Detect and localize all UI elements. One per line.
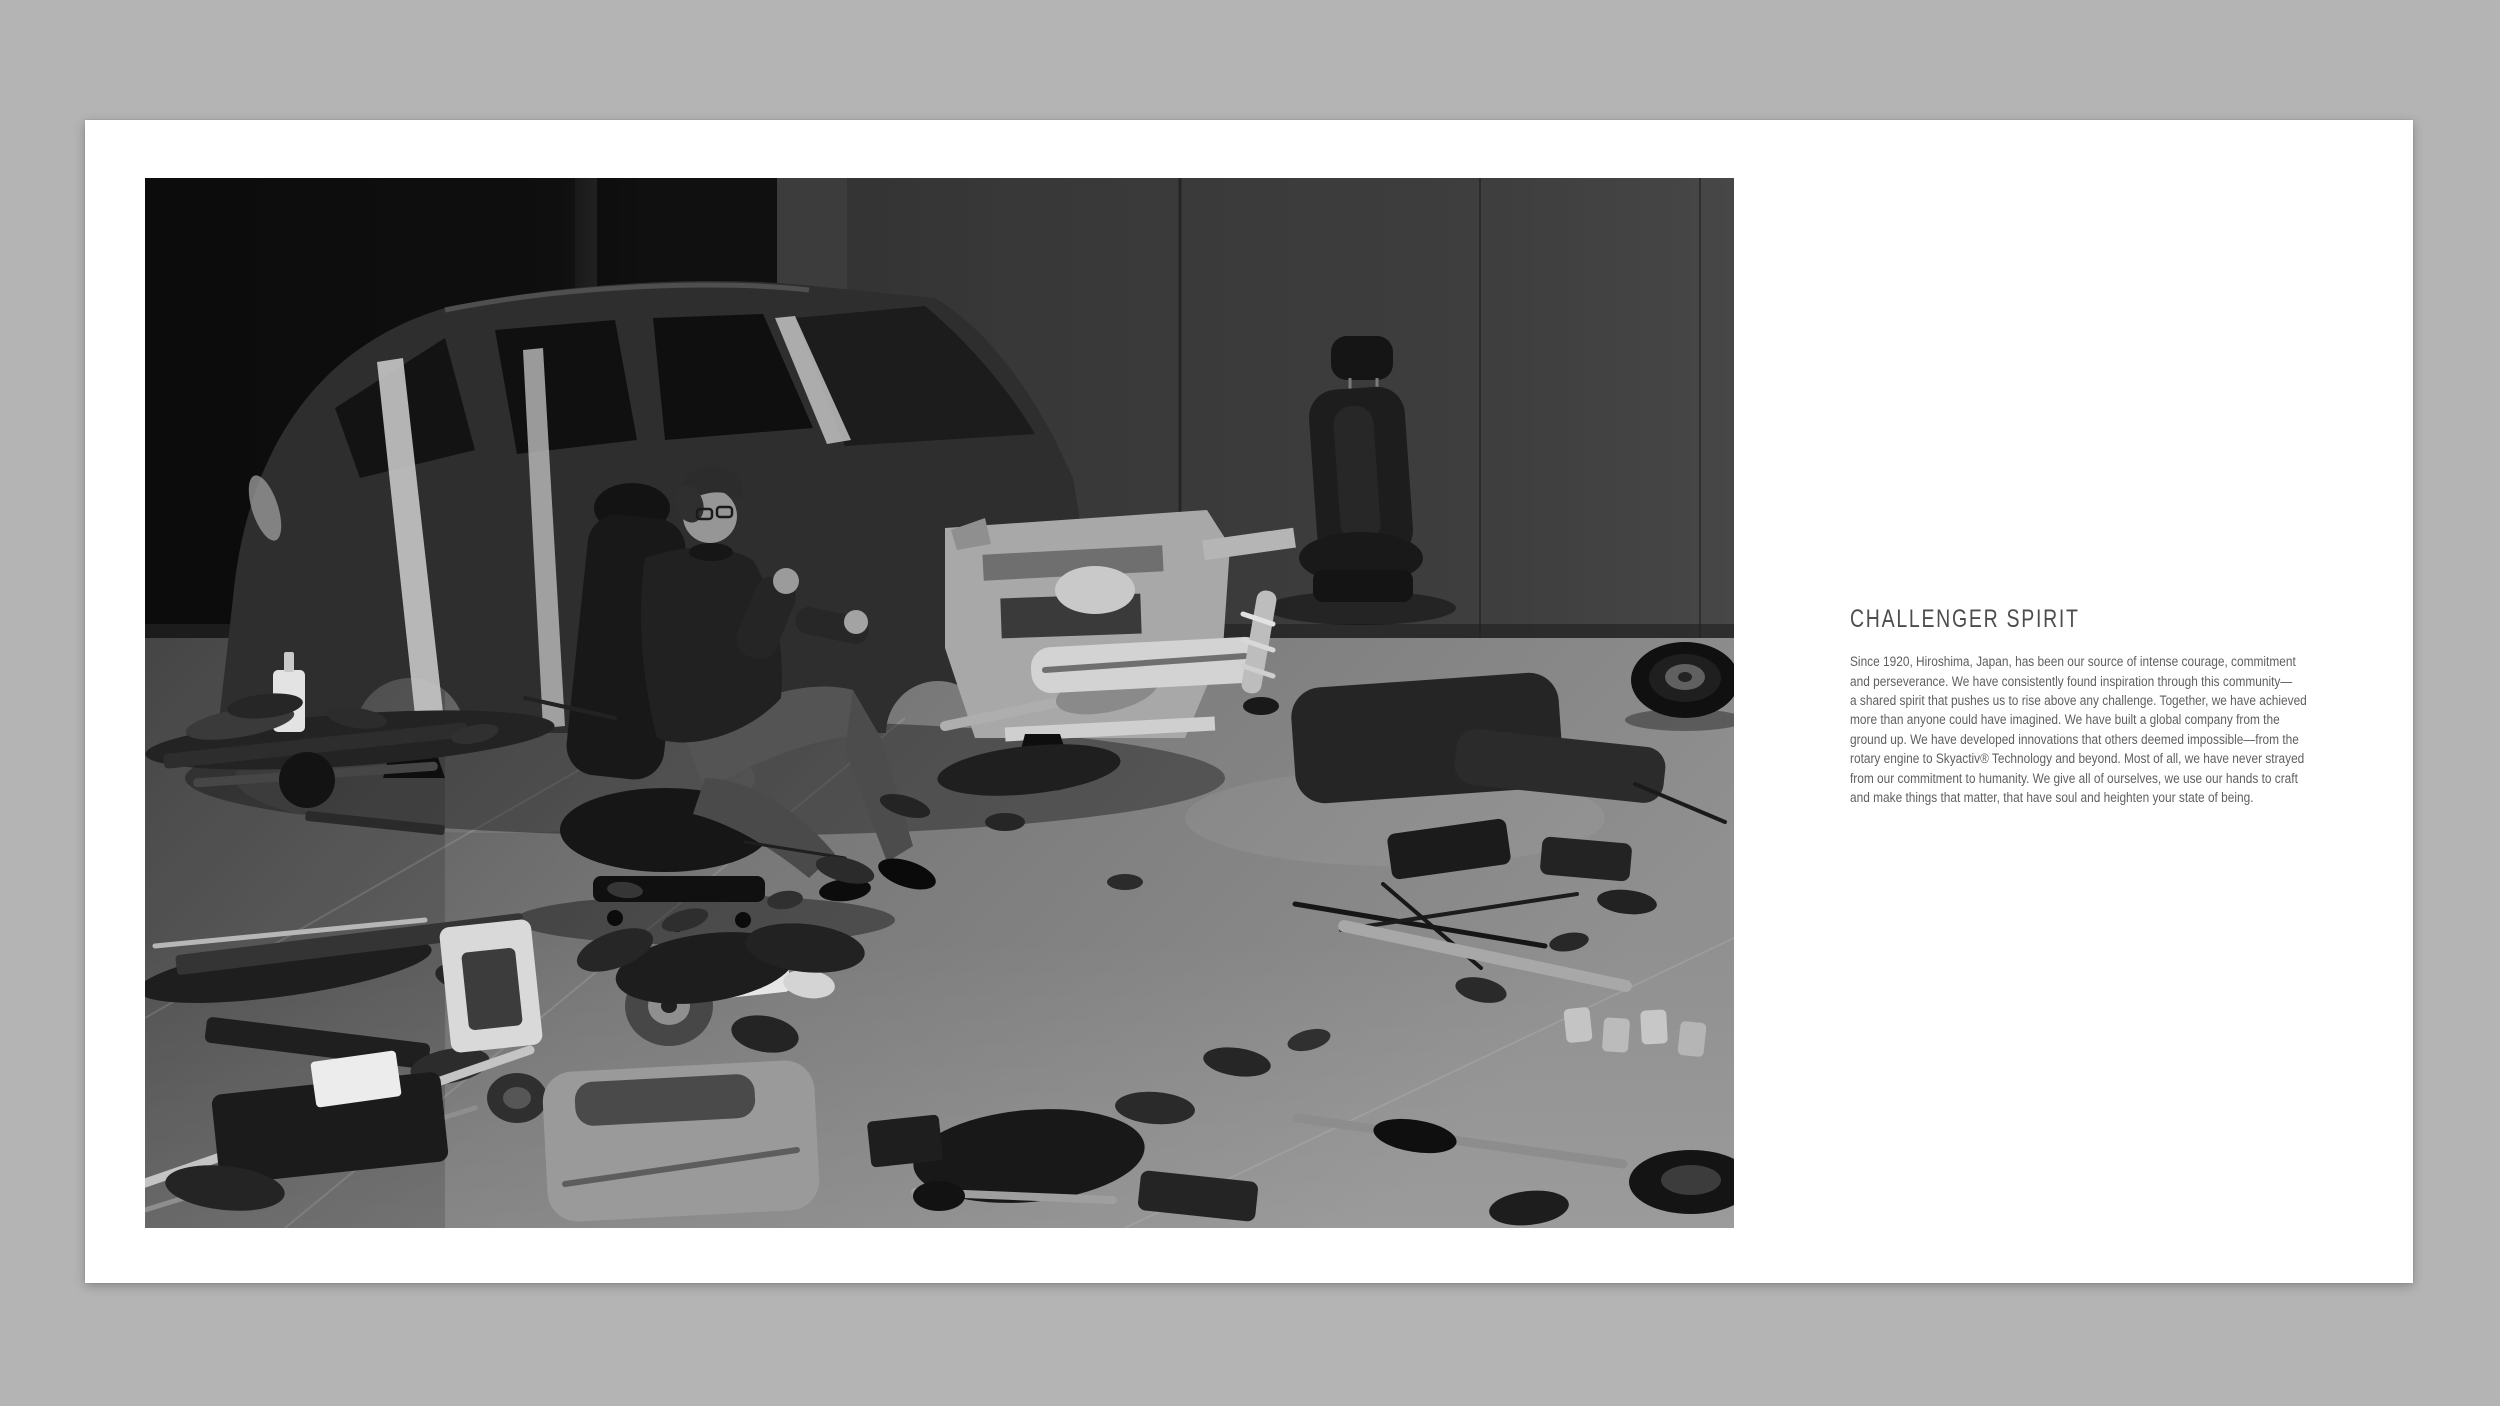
car-part — [913, 1181, 965, 1211]
car-part — [503, 1087, 531, 1109]
body-paragraph-line: ground up. We have developed innovations that others deemed impossible—from the — [1850, 731, 2299, 747]
body-paragraph-line: rotary engine to Skyactiv® Technology and beyond. Most of all, we have never strayed — [1850, 751, 2305, 767]
car-part — [867, 1114, 943, 1167]
headline: CHALLENGER SPIRIT — [1850, 605, 2080, 633]
body-paragraph-line: Since 1920, Hiroshima, Japan, has been our source of intense courage, commitment — [1850, 654, 2296, 670]
car-part — [1563, 1007, 1592, 1044]
car-part — [574, 1073, 756, 1126]
car-part — [284, 652, 294, 672]
car-part — [1602, 1017, 1630, 1053]
body-paragraph-line: and make things that matter, that have soul and heighten your state of being. — [1850, 790, 2254, 806]
body-paragraph-line: from our commitment to humanity. We give all of ourselves, we use our hands to craft — [1850, 770, 2298, 786]
man-fist-right — [773, 568, 799, 594]
car-part — [279, 752, 335, 808]
car-part — [1677, 1021, 1706, 1058]
body-paragraph — [1850, 652, 2308, 807]
body-paragraph-line: a shared spirit that pushes us to rise above any challenge. Together, we have achieved — [1850, 693, 2307, 709]
car-part — [1243, 697, 1279, 715]
hero-photo-art — [145, 178, 1734, 1228]
rear-door-window — [495, 320, 637, 454]
car-part — [1640, 1009, 1668, 1044]
car-part — [1107, 874, 1143, 890]
hero-photo — [145, 178, 1734, 1228]
car-part — [1661, 1165, 1721, 1195]
copy-block — [1850, 606, 2370, 808]
car-part — [1540, 836, 1633, 882]
car-part — [985, 813, 1025, 831]
brochure-page — [85, 120, 2413, 1283]
body-paragraph-line: more than anyone could have imagined. We have built a global company from the — [1850, 712, 2280, 728]
body-paragraph-line: and perseverance. We have consistently found inspiration through this community— — [1850, 673, 2293, 689]
man-fist-left — [844, 610, 868, 634]
car-part — [461, 947, 523, 1030]
